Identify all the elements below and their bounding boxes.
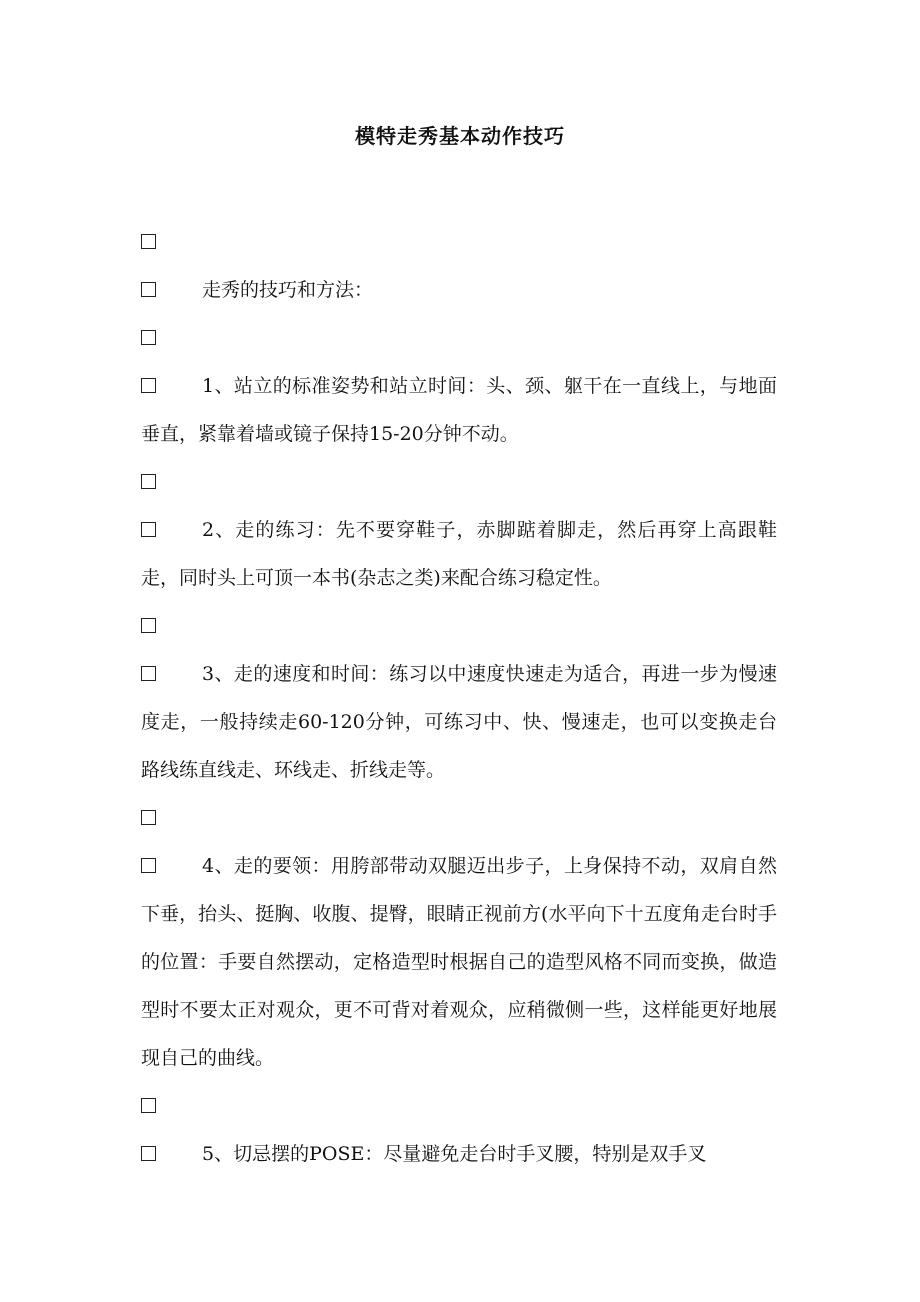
paragraph-item-5 (141, 1130, 777, 1178)
paragraph-text: 3、走的速度和时间：练习以中速度快速走为适合，再进一步为慢速度走，一般持续走60-120分钟，可练习中、快、慢速走，也可以变换走台路线练直线走、环线走、折线走等。 (141, 663, 777, 781)
paragraph-text: 1、站立的标准姿势和站立时间：头、颈、躯干在一直线上，与地面垂直，紧靠着墙或镜子保持15-20分钟不动。 (141, 375, 777, 445)
paragraph-text: 5、切忌摆的POSE：尽量避免走台时手叉腰，特别是双手叉 (202, 1143, 707, 1165)
paragraph-heading (141, 266, 777, 314)
paragraph-item-3 (141, 650, 777, 794)
checkbox-icon (141, 378, 156, 393)
checkbox-icon (141, 522, 156, 537)
checkbox-icon (141, 1146, 156, 1161)
checkbox-icon (141, 1098, 156, 1113)
paragraph-item-4 (141, 842, 777, 1082)
paragraph-text: 2、走的练习：先不要穿鞋子，赤脚踮着脚走，然后再穿上高跟鞋走，同时头上可顶一本书(杂志之类)来配合练习稳定性。 (141, 519, 777, 589)
document-body (141, 218, 777, 1178)
checkbox-icon (141, 618, 156, 633)
paragraph-empty (141, 1082, 777, 1130)
paragraph-empty (141, 794, 777, 842)
checkbox-icon (141, 810, 156, 825)
paragraph-text: 4、走的要领：用胯部带动双腿迈出步子，上身保持不动，双肩自然下垂，抬头、挺胸、收腹、提臀，眼睛正视前方(水平向下十五度角走台时手的位置：手要自然摆动，定格造型时根据自己的造型风格不同而变换，做造型时不要太正对观众，更不可背对着观众，应稍微侧一些，这样能更好地展现自己的曲线。 (141, 855, 777, 1069)
checkbox-icon (141, 234, 156, 249)
paragraph-empty (141, 458, 777, 506)
paragraph-item-1 (141, 362, 777, 458)
paragraph-item-2 (141, 506, 777, 602)
checkbox-icon (141, 666, 156, 681)
paragraph-empty (141, 218, 777, 266)
checkbox-icon (141, 858, 156, 873)
document-title: 模特走秀基本动作技巧 (355, 124, 565, 148)
paragraph-text: 走秀的技巧和方法： (202, 279, 374, 301)
checkbox-icon (141, 474, 156, 489)
checkbox-icon (141, 330, 156, 345)
checkbox-icon (141, 282, 156, 297)
paragraph-empty (141, 314, 777, 362)
paragraph-empty (141, 602, 777, 650)
